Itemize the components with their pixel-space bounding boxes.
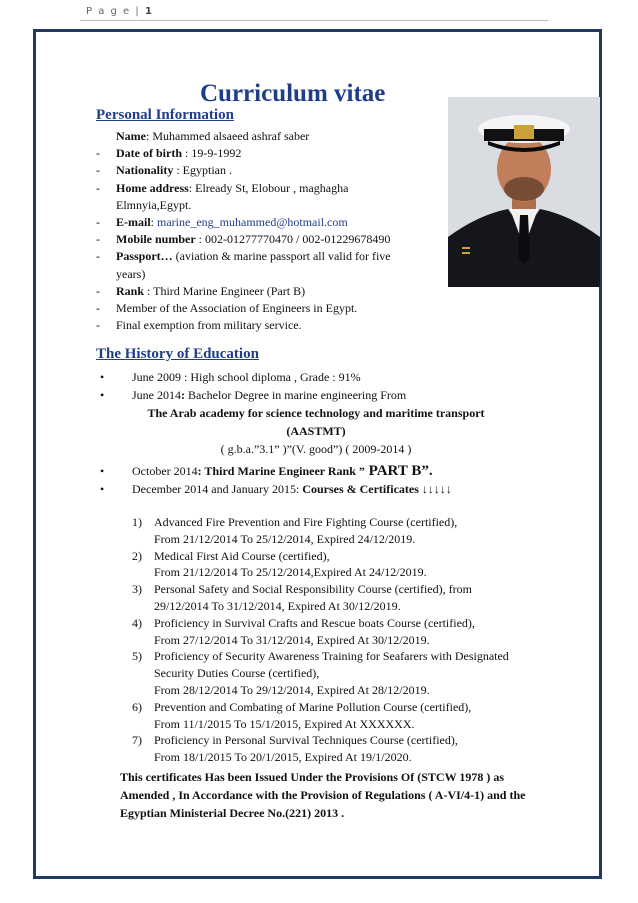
email-sep: : [150,215,158,230]
email-line: - E-mail: marine_eng_muhammed@hotmail.com [96,215,348,230]
course-title: Proficiency of Security Awareness Training for Seafarers with Designated [154,649,509,664]
course-item: 7) Proficiency in Personal Survival Techniques Course (certified), From 18/1/2015 To 20/1/2015, Expired At 19/1/2020. [132,733,458,765]
course-title: Medical First Aid Course (certified), [154,548,330,563]
page-number: 1 [144,6,154,17]
dob-line: - Date of birth : 19-9-1992 [96,146,242,161]
education-heading: The History of Education [96,346,259,362]
mobile-label: Mobile number [116,232,196,247]
military-text: Final exemption from military service. [116,318,302,333]
education-list [96,368,536,498]
email-label: E-mail [116,215,151,230]
edu-item-2: • June 2014: Bachelor Degree in marine engineering From [100,388,407,402]
course-dates: 29/12/2014 To 31/12/2014, Expired At 30/12/2019. [154,598,401,613]
dob-label: Date of birth [116,146,182,161]
edu-item-4-bold: Courses & Certificates [302,482,419,496]
address-value: : Elready St, Elobour , maghagha [188,180,349,195]
course-item: 2) Medical First Aid Course (certified), From 21/12/2014 To 25/12/2014,Expired At 24/12/2019. [132,548,427,580]
mobile-line: - Mobile number : 002-01277770470 / 002-01229678490 [96,232,391,247]
name-line [96,128,426,145]
rank-label: Rank [116,283,145,298]
name-value: : Muhammed alsaeed ashraf saber [146,129,310,143]
page-header [86,6,153,17]
passport-value: (aviation & marine passport all valid for five [172,249,391,264]
member-line: - Member of the Association of Engineers in Egypt. [96,301,358,316]
grade-line: ( g.b.a.”3.1” )”(V. good”) ( 2009-2014 ) [220,442,412,456]
course-title: Personal Safety and Social Responsibility Course (certified), from [154,582,472,597]
course-item: 5) Proficiency of Security Awareness Training for Seafarers with Designated Security Duties Course (certified), From 28/12/2014 To 29/12/2014, Expired At 28/12/2019. [132,649,509,697]
edu-item-3-bold: : Third Marine Engineer Rank ” [197,464,365,478]
edu-item-1-text: June 2009 : High school diploma , Grade : 91% [132,370,361,384]
course-item: 4) Proficiency in Survival Crafts and Rescue boats Course (certified), From 27/12/2014 To 31/12/2014, Expired At 30/12/2019. [132,615,475,647]
address-line: - Home address: Elready St, Elobour , maghagha Elmnyia,Egypt. [96,180,349,212]
course-title: Proficiency in Personal Survival Techniques Course (certified), [154,733,458,748]
edu-item-4: • December 2014 and January 2015: Courses & Certificates ↓↓↓↓↓ [100,482,452,496]
academy-name: The Arab academy for science technology and maritime transport [147,406,485,420]
email-link[interactable]: marine_eng_muhammed@hotmail.com [157,215,348,230]
course-item: 1) Advanced Fire Prevention and Fire Fighting Course (certified), From 21/12/2014 To 25/12/2014, Expired 24/12/2019. [132,515,458,546]
profile-photo [448,97,600,287]
course-dates: From 28/12/2014 To 29/12/2014, Expired At 28/12/2019. [154,682,430,697]
header-divider [80,20,548,21]
course-dates: From 21/12/2014 To 25/12/2014,Expired At 24/12/2019. [154,565,427,580]
course-dates: From 27/12/2014 To 31/12/2014, Expired At 30/12/2019. [154,632,430,647]
passport-value-2: years) [116,266,146,281]
member-text: Member of the Association of Engineers in Egypt. [116,301,358,316]
personal-info-heading: Personal Information [96,107,234,123]
edu-item-1: • June 2009 : High school diploma , Grade : 91% [100,370,361,384]
course-dates: From 11/1/2015 To 15/1/2015, Expired At XXXXXX. [154,716,415,731]
course-title: Proficiency in Survival Crafts and Rescue boats Course (certified), [154,615,475,630]
edu-item-3-date: October 2014 [132,464,198,478]
course-title: Prevention and Combating of Marine Pollution Course (certified), [154,699,472,714]
certification-statement: This certificates Has been Issued Under the Provisions Of (STCW 1978 ) as Amended , In Accordance with the Provision of Regulations ( A-VI/4-1) and the Egyptian Ministerial Decree No.(221) 2013 . [120,770,526,820]
course-item: 3) Personal Safety and Social Responsibility Course (certified), from 29/12/2014 To 31/12/2014, Expired At 30/12/2019. [132,582,472,613]
rank-value: : Third Marine Engineer (Part B) [144,283,306,298]
personal-info [96,128,426,334]
academy-abbr: (AASTMT) [286,424,346,438]
page-label: P a g e | [86,6,141,17]
arrows-down-icon: ↓↓↓↓↓ [418,482,452,496]
address-value-2: Elmnyia,Egypt. [116,197,192,212]
edu-item-2-date: June 2014 [132,388,181,402]
military-line: - Final exemption from military service. [96,318,302,333]
course-dates: From 18/1/2015 To 20/1/2015, Expired At 19/1/2020. [154,750,412,765]
passport-line: - Passport… (aviation & marine passport all valid for five years) [96,249,391,281]
course-title-cont: Security Duties Course (certified), [154,666,320,681]
address-label: Home address [116,180,189,195]
mobile-value: : 002-01277770470 / 002-01229678490 [195,232,391,247]
course-dates: From 21/12/2014 To 25/12/2014, Expired 24/12/2019. [154,531,416,546]
passport-label: Passport… [116,249,173,264]
name-label: Name [116,129,146,143]
document-title: Curriculum vitae [200,80,386,107]
edu-item-4-date: December 2014 and January 2015: [132,482,303,496]
nationality-value: : Egyptian . [173,163,233,178]
nationality-line: - Nationality : Egyptian . [96,163,233,178]
edu-item-2-colon: : [181,388,185,402]
nationality-label: Nationality [116,163,174,178]
edu-item-3-big: PART B”. [364,463,433,479]
edu-item-3: • October 2014: Third Marine Engineer Rank ” PART B”. [100,463,433,479]
courses-list [126,514,526,766]
course-title: Advanced Fire Prevention and Fire Fighting Course (certified), [154,515,458,529]
dob-value: : 19-9-1992 [182,146,242,161]
edu-item-2-text: Bachelor Degree in marine engineering From [185,388,407,402]
course-item: 6) Prevention and Combating of Marine Pollution Course (certified), From 11/1/2015 To 15/1/2015, Expired At XXXXXX. [132,699,472,731]
rank-line: - Rank : Third Marine Engineer (Part B) [96,283,306,298]
